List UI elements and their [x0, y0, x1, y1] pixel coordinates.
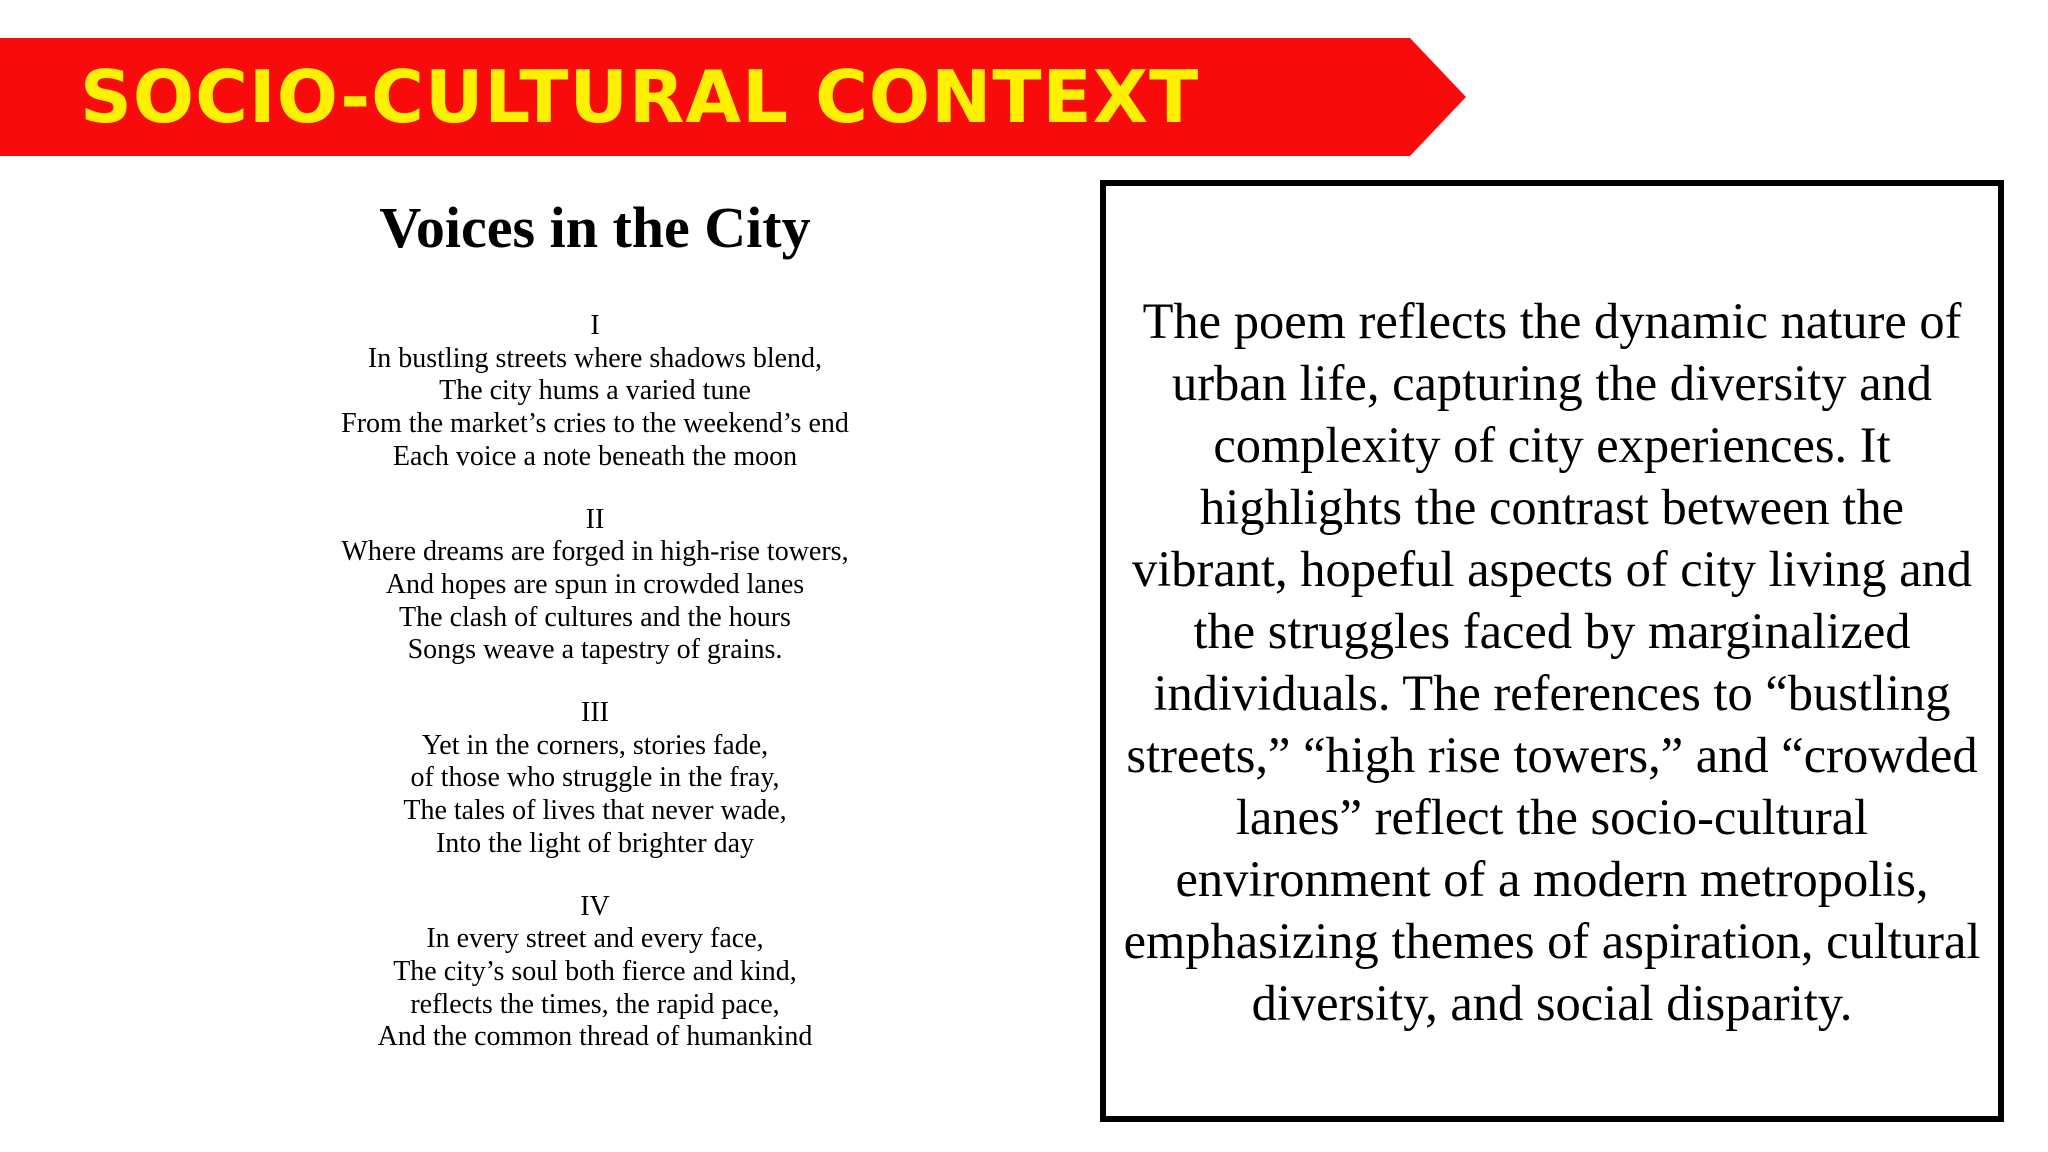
poem-line: And the common thread of humankind: [377, 1021, 813, 1053]
stanza: [160, 697, 1030, 861]
poem-line: The city hums a varied tune: [439, 375, 751, 407]
stanza: [160, 504, 1030, 668]
poem-line: And hopes are spun in crowded lanes: [385, 568, 805, 600]
poem-line: Into the light of brighter day: [435, 827, 755, 859]
poem-line: Yet in the corners, stories fade,: [421, 729, 769, 761]
stanza: [160, 310, 1030, 474]
poem-line: The city’s soul both fierce and kind,: [393, 955, 797, 987]
stanza-number: IV: [580, 890, 610, 922]
poem-line: Where dreams are forged in high-rise towers,: [341, 536, 849, 568]
poem-line: The clash of cultures and the hours: [399, 601, 791, 633]
context-box: [1100, 180, 2004, 1122]
poem-line: In every street and every face,: [426, 923, 764, 955]
poem-line: Each voice a note beneath the moon: [392, 440, 798, 472]
poem-line: The tales of lives that never wade,: [403, 795, 787, 827]
stanza: [160, 891, 1030, 1055]
banner-title: SOCIO-CULTURAL CONTEXT: [80, 55, 1200, 139]
poem-body: [160, 310, 1030, 1084]
poem-title: Voices in the City: [379, 195, 811, 260]
context-text: The poem reflects the dynamic nature of urban life, capturing the diversity and complexity of city experiences. It highlights the contrast between the vibrant, hopeful aspects of city living and the struggles faced by marginalized individuals. The references to “bustling streets,” “high rise towers,” and “crowded lanes” reflect the socio-cultural environment of a modern metropolis, emphasizing themes of aspiration, cultural diversity, and social disparity.: [1123, 293, 1981, 1031]
poem-line: reflects the times, the rapid pace,: [410, 988, 780, 1020]
stanza-number: II: [585, 503, 605, 535]
stanza-number: III: [581, 697, 609, 729]
poem-line: From the market’s cries to the weekend’s end: [341, 408, 849, 440]
poem-line: Songs weave a tapestry of grains.: [407, 634, 783, 666]
poem-line: In bustling streets where shadows blend,: [367, 342, 823, 374]
title-banner: [0, 38, 1466, 156]
stanza-number: I: [590, 310, 600, 341]
poem-line: of those who struggle in the fray,: [410, 762, 780, 794]
